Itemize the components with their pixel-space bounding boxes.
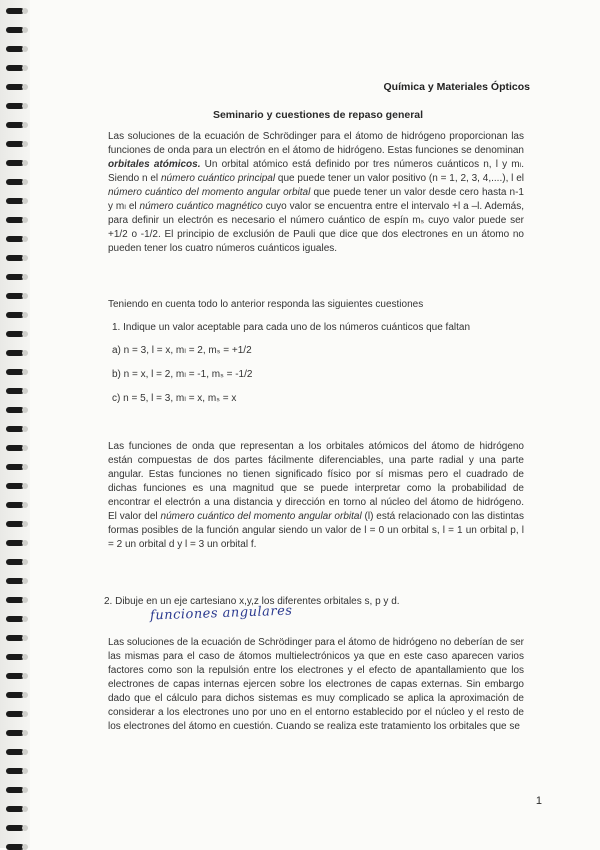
binding-hole (22, 103, 28, 109)
intro-text-3: que puede tener un valor positivo (n = 1, 2, 3, 4,....), l el (277, 173, 525, 184)
intro-text-4: que puede tener un valor desde cero hasta n-1 y mₗ el (108, 187, 524, 212)
binding-hole (22, 160, 28, 166)
binding-hole (22, 426, 28, 432)
binding-hole (22, 654, 28, 660)
binding-hole (22, 483, 28, 489)
intro-paragraph (108, 130, 524, 256)
question-1c: c) n = 5, l = 3, mₗ = x, mₛ = x (112, 393, 237, 404)
binding-hole (22, 331, 28, 337)
intro-text-5: cuyo valor se encuentra entre el intervalo +l a –l. Además, para definir un electrón es necesario el número cuántico de espín mₛ cuyo valor puede ser +1/2 o -1/2. El principio de exclusión de Pauli que dice que dos electrones en un átomo no pueden tener los cuatro números cuánticos iguales. (108, 201, 525, 254)
question-1a: a) n = 3, l = x, mₗ = 2, mₛ = +1/2 (112, 345, 252, 356)
section2-text-2: (l) está relacionado con las distintas formas posibles de la función angular siendo un valor de l = 0 un orbital s, l = 1 un orbital p, l = 2 un orbital d y l = 3 un orbital f. (108, 511, 524, 550)
question-2: 2. Dibuje en un eje cartesiano x,y,z los diferentes orbitales s, p y d. (104, 596, 400, 607)
page-title: Seminario y cuestiones de repaso general (212, 109, 424, 121)
binding-hole (22, 616, 28, 622)
binding-hole (22, 559, 28, 565)
binding-hole (22, 806, 28, 812)
section2-text-1: Las funciones de onda que representan a los orbitales atómicos del átomo de hidrógeno están compuestas de dos partes fácilmente diferenciables, una parte radial y una parte angular. Estas funciones no tienen significado físico por sí mismas pero el cuadrado de dichas funciones es una magnitud que se puede interpretar como la probabilidad de encontrar el electrón a una distancia y dirección en torno al núcleo del átomo de hidrógeno. El valor del (108, 441, 524, 522)
section3-paragraph: Las soluciones de la ecuación de Schrödinger para el átomo de hidrógeno no deberían de ser las mismas para el caso de átomos multielectrónicos ya que en este caso aparecen varios factores como son la repulsión entre los electrones y el efecto de apantallamiento que los electrones de capas internas ejercen sobre los electrones de capas externas. Sin embargo dado que el cálculo para dichos sistemas es muy complicado se aplica la aproximación de considerar a los electrones uno por uno en el entorno establecido por el núcleo y el resto de los electrones del átomo en cuestión. Cuando se realiza este tratamiento los orbitales que se (108, 637, 524, 732)
section2-term-angular: número cuántico del momento angular orbital (160, 511, 362, 522)
handwritten-note: funciones angulares (149, 603, 293, 624)
spiral-binding (0, 0, 30, 848)
binding-hole (22, 673, 28, 679)
binding-hole (22, 8, 28, 14)
binding-hole (22, 236, 28, 242)
binding-hole (22, 730, 28, 736)
binding-hole (22, 350, 28, 356)
binding-hole (22, 711, 28, 717)
course-header: Química y Materiales Ópticos (383, 81, 530, 93)
binding-hole (22, 749, 28, 755)
binding-hole (22, 255, 28, 261)
binding-hole (22, 312, 28, 318)
binding-hole (22, 692, 28, 698)
binding-hole (22, 369, 28, 375)
binding-hole (22, 388, 28, 394)
binding-hole (22, 46, 28, 52)
binding-hole (22, 445, 28, 451)
intro-term-principal: número cuántico principal (161, 173, 276, 184)
binding-hole (22, 768, 28, 774)
binding-hole (22, 825, 28, 831)
section-lead: Teniendo en cuenta todo lo anterior responda las siguientes cuestiones (108, 299, 424, 310)
binding-hole (22, 464, 28, 470)
binding-hole (22, 540, 28, 546)
binding-hole (22, 293, 28, 299)
intro-term-magnetico: número cuántico magnético (139, 201, 263, 212)
binding-hole (22, 27, 28, 33)
binding-hole (22, 787, 28, 793)
binding-hole (22, 122, 28, 128)
binding-hole (22, 179, 28, 185)
intro-term-angular: número cuántico del momento angular orbital (108, 187, 311, 198)
binding-hole (22, 844, 28, 850)
binding-hole (22, 502, 28, 508)
question-1: 1. Indique un valor aceptable para cada uno de los números cuánticos que faltan (112, 322, 471, 333)
binding-hole (22, 198, 28, 204)
section2-paragraph (108, 440, 524, 552)
binding-hole (22, 274, 28, 280)
binding-hole (22, 65, 28, 71)
question-1b: b) n = x, l = 2, mₗ = -1, mₛ = -1/2 (112, 369, 253, 380)
page-number: 1 (535, 795, 542, 807)
binding-hole (22, 578, 28, 584)
binding-hole (22, 217, 28, 223)
intro-term-orbitales: orbitales atómicos. (108, 159, 201, 170)
binding-hole (22, 141, 28, 147)
binding-hole (22, 84, 28, 90)
binding-hole (22, 407, 28, 413)
intro-text-1: Las soluciones de la ecuación de Schrödinger para el átomo de hidrógeno proporcionan las funciones de onda para un electrón en el átomo de hidrógeno. Estas funciones se denominan (108, 131, 524, 156)
intro-text-2: Un orbital atómico está definido por tres números cuánticos n, l y mₗ. Siendo n el (108, 159, 525, 184)
binding-hole (22, 597, 28, 603)
binding-hole (22, 635, 28, 641)
binding-hole (22, 521, 28, 527)
